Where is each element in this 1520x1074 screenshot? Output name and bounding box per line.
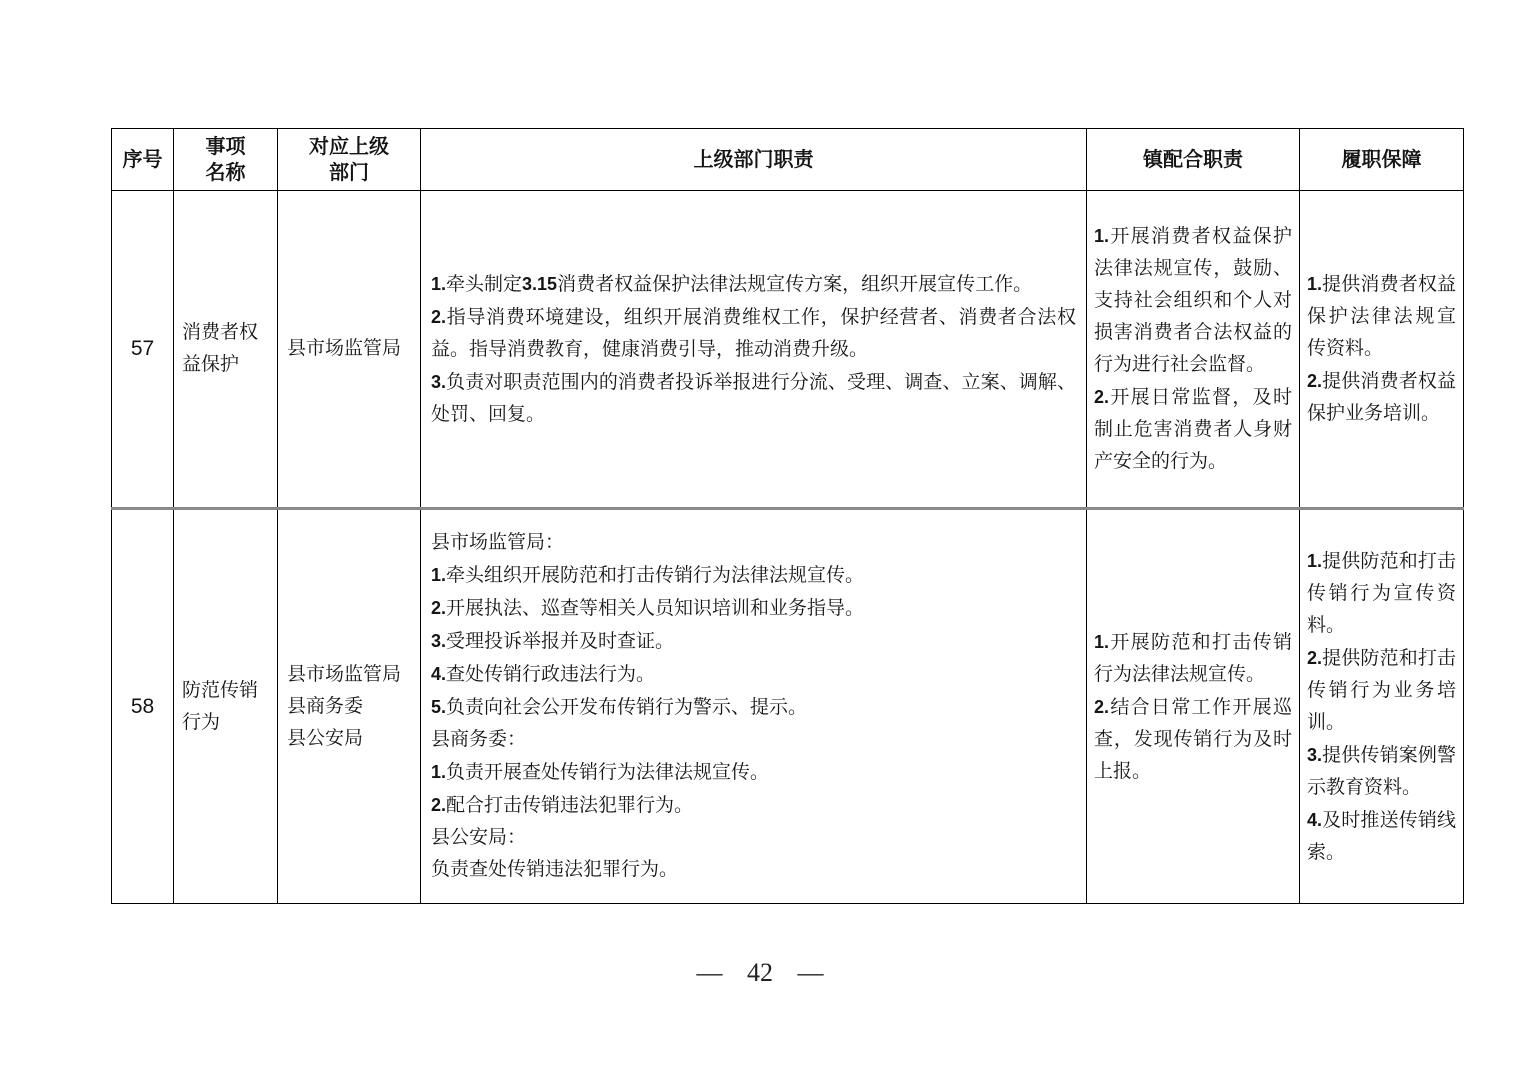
text-line: 1.提供消费者权益保护法律法规宣传资料。 — [1307, 274, 1456, 359]
header-item-name: 事项 名称 — [174, 129, 278, 191]
text-line: 1.负责开展查处传销行为法律法规宣传。 — [431, 762, 770, 783]
table-row-58 — [112, 509, 1464, 904]
text-line: 2.开展日常监督，及时制止危害消费者人身财产安全的行为。 — [1094, 387, 1292, 472]
text-line: 1.牵头制定3.15消费者权益保护法律法规宣传方案，组织开展宣传工作。 — [431, 273, 1033, 295]
text-line: 1.提供防范和打击传销行为宣传资料。 — [1307, 550, 1456, 636]
header-superior-duties: 上级部门职责 — [421, 129, 1087, 191]
text-line: 2.提供消费者权益保护业务培训。 — [1307, 371, 1456, 424]
cell-index-58: 58 — [112, 509, 174, 904]
cell-superior-departments-58 — [278, 509, 421, 904]
text-line: 3.提供传销案例警示教育资料。 — [1307, 744, 1456, 798]
header-row — [112, 129, 1464, 191]
text-line: 县商务委： — [431, 729, 527, 750]
cell-town-duties-57 — [1087, 191, 1300, 509]
text-line: 负责查处传销违法犯罪行为。 — [431, 859, 679, 880]
text-line: 2.指导消费环境建设，组织开展消费维权工作，保护经营者、消费者合法权益。指导消费教育，健康消费引导，推动消费升级。 — [431, 306, 1076, 360]
text-line: 1.开展防范和打击传销行为法律法规宣传。 — [1094, 631, 1292, 685]
text-line: 3.负责对职责范围内的消费者投诉举报进行分流、受理、调查、立案、调解、处罚、回复。 — [431, 371, 1076, 425]
cell-superior-duties-58 — [421, 509, 1087, 904]
text-line: 1.开展消费者权益保护法律法规宣传，鼓励、支持社会组织和个人对损害消费者合法权益的行为进行社会监督。 — [1094, 226, 1292, 375]
text-line: 2.提供防范和打击传销行为业务培训。 — [1307, 647, 1456, 733]
header-index: 序号 — [112, 129, 174, 191]
cell-item-name-58: 防范传销行为 — [174, 509, 278, 904]
page-number: — 42 — — [696, 958, 824, 987]
text-line: 县市场监管局 — [287, 663, 402, 685]
duty-table — [111, 128, 1464, 904]
cell-superior-duties-57 — [421, 191, 1087, 509]
text-line: 县市场监管局 — [287, 338, 402, 359]
text-line: 县市场监管局： — [431, 532, 565, 553]
cell-guarantees-57 — [1300, 191, 1464, 509]
text-line: 2.开展执法、巡查等相关人员知识培训和业务指导。 — [431, 598, 865, 619]
text-line: 4.查处传销行政违法行为。 — [431, 664, 656, 685]
text-line: 2.结合日常工作开展巡查，发现传销行为及时上报。 — [1094, 696, 1292, 782]
cell-superior-departments-57 — [278, 191, 421, 509]
header-town-duties: 镇配合职责 — [1087, 129, 1300, 191]
cell-town-duties-58 — [1087, 509, 1300, 904]
text-line: 5.负责向社会公开发布传销行为警示、提示。 — [431, 697, 808, 718]
cell-item-name-57: 消费者权益保护 — [174, 191, 278, 509]
header-guarantees: 履职保障 — [1300, 129, 1464, 191]
text-line: 1.牵头组织开展防范和打击传销行为法律法规宣传。 — [431, 565, 865, 586]
text-line: 4.及时推送传销线索。 — [1307, 809, 1456, 863]
header-superior-department: 对应上级 部门 — [278, 129, 421, 191]
text-line: 3.受理投诉举报并及时查证。 — [431, 631, 675, 652]
text-line: 2.配合打击传销违法犯罪行为。 — [431, 795, 694, 816]
table-row-57 — [112, 191, 1464, 509]
cell-guarantees-58 — [1300, 509, 1464, 904]
cell-index-57: 57 — [112, 191, 174, 509]
text-line: 县商务委 — [287, 695, 364, 717]
text-line: 县公安局： — [431, 827, 527, 848]
text-line: 县公安局 — [287, 727, 364, 749]
